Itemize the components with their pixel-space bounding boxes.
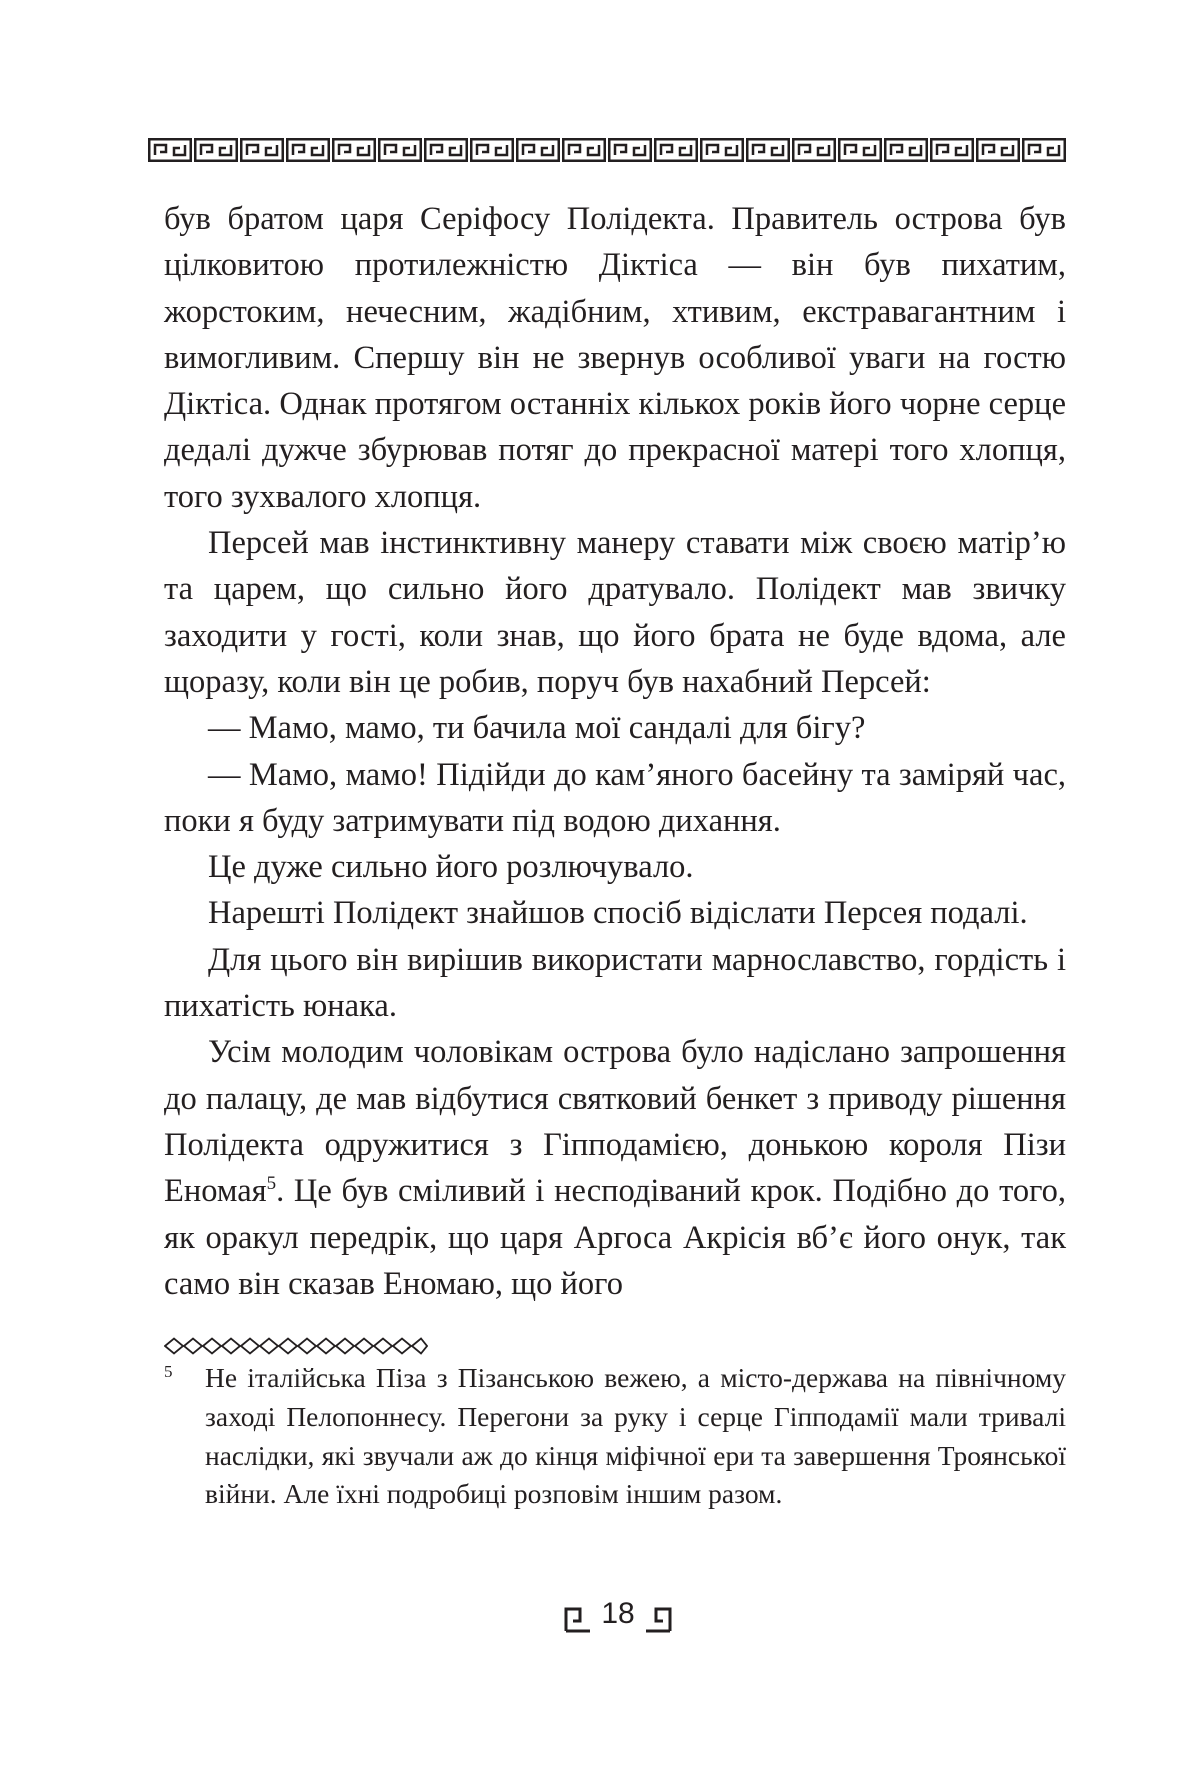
footnote-text: Не італійська Піза з Пізанською вежею, а місто-держава на північному заході Пелопоннесу. Перегони за руку і серце Гіпподамії мали тривалі наслідки, які звучали аж до кінця міфічної ери та завершення Троянської війни. Але їхні подробиці розповім іншим разом.	[205, 1362, 1066, 1510]
paragraph: Це дуже сильно його розлючувало.	[208, 849, 694, 886]
paragraph: Для цього він вирішив використати марнославство, гордість і пихатість юнака.	[164, 941, 1066, 1025]
dialogue-line: — Мамо, мамо, ти бачила мої сандалі для бігу?	[208, 710, 866, 747]
paragraph-text: Усім молодим чоловікам острова було надіслано запрошення до палацу, де мав відбутися святковий бенкет з приводу рішення Полідекта одружитися з Гіпподамією, донькою короля Пізи Еномая	[164, 1034, 1066, 1210]
page-number: 18	[601, 1597, 635, 1630]
page-number-ornament	[562, 1599, 674, 1633]
meander-border-top	[148, 138, 1076, 162]
footnote-marker: 5	[164, 1362, 173, 1381]
paragraph-text: . Це був сміливий і несподіваний крок. Подібно до того, як оракул передрік, що царя Аргоса Акрісія вб’є його онук, так само він сказав Еномаю, що його	[164, 1173, 1066, 1302]
paragraph: Нарешті Полідект знайшов спосіб відіслати Персея подалі.	[208, 895, 1028, 932]
footnote-separator-diamonds	[164, 1337, 428, 1355]
footnote-reference[interactable]: 5	[266, 1173, 277, 1195]
paragraph: Персей мав інстинктивну манеру ставати між своєю матір’ю та царем, що сильно його дратувало. Полідект мав звичку заходити у гості, коли знав, що його брата не буде вдома, але щоразу, коли він це робив, поруч був нахабний Персей:	[164, 525, 1066, 700]
paragraph	[164, 1029, 1066, 1307]
dialogue-line: — Мамо, мамо! Підійди до кам’яного басейну та заміряй час, поки я буду затримувати під водою дихання.	[164, 756, 1066, 839]
paragraph: був братом царя Серіфосу Полідекта. Правитель острова був цілковитою протилежністю Діктіса — він був пихатим, жорстоким, нечесним, жадібним, хтивим, екстравагантним і вимогливим. Спершу він не звернув особливої уваги на гостю Діктіса. Однак протягом останніх кількох років його чорне серце дедалі дужче збурював потяг до прекрасної матері того хлопця, того зухвалого хлопця.	[164, 201, 1066, 515]
main-text	[164, 196, 1066, 1307]
footnote	[164, 1359, 1066, 1514]
